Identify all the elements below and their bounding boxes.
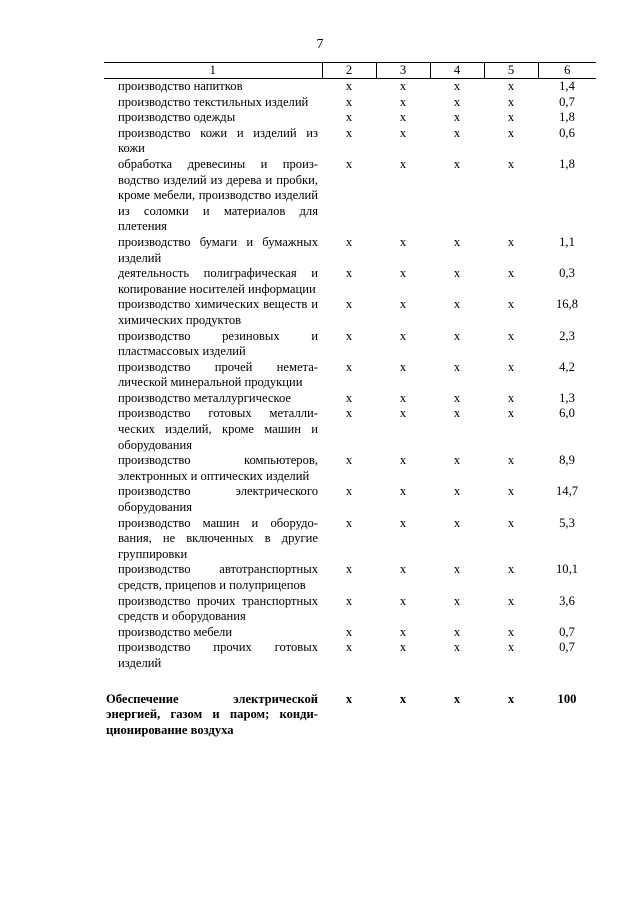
cell-c4: x [453, 640, 461, 655]
spacer-cell [104, 672, 596, 692]
cell-value: 1,3 [559, 390, 575, 405]
cell-c4: x [453, 390, 461, 405]
cell-value: 0,7 [559, 94, 575, 109]
table-body [104, 79, 596, 739]
cell-c3: x [399, 328, 407, 343]
cell-c4: x [453, 593, 461, 608]
cell-value: 3,6 [559, 593, 575, 608]
cell-c3: x [399, 110, 407, 125]
row-label: производство кожи и изделий из кожи [118, 125, 318, 156]
column-header-3: 3 [376, 63, 430, 79]
cell-c5: x [507, 484, 515, 499]
row-label: производство прочих готовых изделий [118, 640, 318, 670]
row-label: производство прочей неметалической минеральной продукции [118, 359, 318, 390]
table-row [104, 329, 596, 360]
cell-value: 6,0 [559, 406, 575, 421]
cell-c5: x [507, 125, 515, 140]
cell-c4: x [453, 624, 461, 639]
cell-c5: x [507, 266, 515, 281]
cell-c4: x [453, 406, 461, 421]
cell-value: 8,9 [559, 453, 575, 468]
cell-value: 4,2 [559, 359, 575, 374]
table-row [104, 110, 596, 126]
cell-c5: x [507, 328, 515, 343]
cell-c4: x [453, 110, 461, 125]
cell-c3: x [399, 234, 407, 249]
cell-c2: x [345, 515, 353, 530]
total-row [104, 692, 596, 739]
cell-c5: x [507, 79, 515, 93]
table-row [104, 95, 596, 111]
cell-c3: x [399, 624, 407, 639]
cell-c2: x [345, 156, 353, 171]
cell-c5: x [507, 94, 515, 109]
cell-c2: x [345, 79, 353, 93]
cell-c3: x [399, 406, 407, 421]
cell-value: 5,3 [559, 515, 575, 530]
table-row [104, 126, 596, 157]
cell-c3: x [399, 640, 407, 655]
cell-c4: x [453, 156, 461, 171]
cell-c3: x [399, 515, 407, 530]
row-label: производство резиновых и пластмассовых изделий [118, 328, 318, 359]
cell-c2: x [345, 691, 353, 706]
cell-c4: x [453, 359, 461, 374]
cell-c3: x [399, 562, 407, 577]
cell-c2: x [345, 390, 353, 405]
cell-c3: x [399, 266, 407, 281]
cell-c3: x [399, 94, 407, 109]
cell-c2: x [345, 562, 353, 577]
cell-c3: x [399, 453, 407, 468]
column-header-5: 5 [484, 63, 538, 79]
cell-c5: x [507, 562, 515, 577]
row-label: производство напитков [118, 79, 243, 93]
row-label: производство автотранспортных средств, прицепов и полуприцепов [118, 562, 318, 592]
cell-c4: x [453, 484, 461, 499]
cell-c4: x [453, 691, 461, 706]
cell-c5: x [507, 624, 515, 639]
table-row [104, 594, 596, 625]
cell-c4: x [453, 79, 461, 93]
cell-c5: x [507, 156, 515, 171]
cell-c3: x [399, 691, 407, 706]
cell-c3: x [399, 390, 407, 405]
row-label: производство текстильных изделий [118, 94, 309, 109]
column-header-2: 2 [322, 63, 376, 79]
table-row [104, 640, 596, 671]
page-number: 7 [316, 36, 324, 51]
cell-c3: x [399, 156, 407, 171]
table-row [104, 360, 596, 391]
cell-value: 14,7 [555, 484, 579, 499]
cell-c5: x [507, 234, 515, 249]
row-label: производство химических веществ и химических продуктов [118, 297, 318, 327]
cell-c5: x [507, 359, 515, 374]
row-label: производство готовых металлических изделий, кроме машин и оборудования [118, 406, 318, 452]
cell-value: 0,3 [559, 266, 575, 281]
cell-c3: x [399, 125, 407, 140]
cell-c3: x [399, 297, 407, 312]
cell-c2: x [345, 234, 353, 249]
cell-value: 0,7 [559, 624, 575, 639]
row-label: Обеспечение электрической энергией, газом и паром; кондиционирование воздуха [106, 691, 318, 737]
cell-c3: x [399, 484, 407, 499]
column-header-4: 4 [430, 63, 484, 79]
cell-c2: x [345, 297, 353, 312]
cell-value: 16,8 [555, 297, 579, 312]
cell-c2: x [345, 125, 353, 140]
cell-c4: x [453, 94, 461, 109]
table-row [104, 516, 596, 563]
cell-c5: x [507, 453, 515, 468]
row-label: производство бумаги и бумажных изделий [118, 234, 318, 265]
table-row [104, 235, 596, 266]
cell-value: 100 [557, 691, 577, 706]
cell-c4: x [453, 562, 461, 577]
cell-c2: x [345, 593, 353, 608]
table-row [104, 562, 596, 593]
row-label: обработка древесины и производство изделий из дерева и пробки, кроме мебели, производство изделий из соломки и материалов для плетения [118, 156, 318, 234]
cell-c3: x [399, 359, 407, 374]
cell-c3: x [399, 79, 407, 93]
cell-value: 0,7 [559, 640, 575, 655]
table-row [104, 297, 596, 328]
cell-value: 2,3 [559, 328, 575, 343]
cell-c2: x [345, 110, 353, 125]
cell-value: 1,8 [559, 110, 575, 125]
table-row [104, 391, 596, 407]
cell-c2: x [345, 640, 353, 655]
cell-c4: x [453, 328, 461, 343]
cell-value: 1,8 [559, 156, 575, 171]
data-table [104, 62, 596, 738]
cell-c2: x [345, 266, 353, 281]
cell-c4: x [453, 234, 461, 249]
row-label: производство электрического оборудования [118, 484, 318, 515]
row-label: производство одежды [118, 110, 236, 125]
row-label: производство мебели [118, 624, 233, 639]
cell-value: 1,4 [559, 79, 575, 93]
table-row [104, 484, 596, 515]
cell-c5: x [507, 515, 515, 530]
cell-c2: x [345, 624, 353, 639]
column-header-6: 6 [538, 63, 596, 79]
row-label: производство компьютеров, электронных и оптических изделий [118, 453, 318, 483]
table-row [104, 79, 596, 95]
cell-c4: x [453, 515, 461, 530]
column-header-1: 1 [104, 63, 322, 79]
row-label: производство металлургическое [118, 390, 291, 405]
cell-c2: x [345, 484, 353, 499]
row-spacer [104, 672, 596, 692]
row-label: производство прочих транспортных средств и оборудования [118, 593, 318, 624]
cell-c2: x [345, 453, 353, 468]
cell-c2: x [345, 94, 353, 109]
cell-c5: x [507, 640, 515, 655]
cell-value: 0,6 [559, 125, 575, 140]
cell-c4: x [453, 297, 461, 312]
cell-value: 1,1 [559, 234, 575, 249]
cell-c4: x [453, 453, 461, 468]
cell-c2: x [345, 328, 353, 343]
cell-c5: x [507, 297, 515, 312]
cell-c5: x [507, 406, 515, 421]
cell-c2: x [345, 359, 353, 374]
row-label: деятельность полиграфическая и копирование носителей информации [118, 266, 318, 296]
table-row [104, 453, 596, 484]
cell-c5: x [507, 110, 515, 125]
cell-c3: x [399, 593, 407, 608]
cell-c2: x [345, 406, 353, 421]
cell-c5: x [507, 593, 515, 608]
cell-value: 10,1 [555, 562, 579, 577]
cell-c5: x [507, 691, 515, 706]
cell-c5: x [507, 390, 515, 405]
cell-c4: x [453, 266, 461, 281]
table-row [104, 266, 596, 297]
row-label: производство машин и оборудования, не включенных в другие группировки [118, 515, 318, 561]
table-row [104, 157, 596, 235]
header-row [104, 63, 596, 79]
table-row [104, 625, 596, 641]
table-row [104, 406, 596, 453]
cell-c4: x [453, 125, 461, 140]
